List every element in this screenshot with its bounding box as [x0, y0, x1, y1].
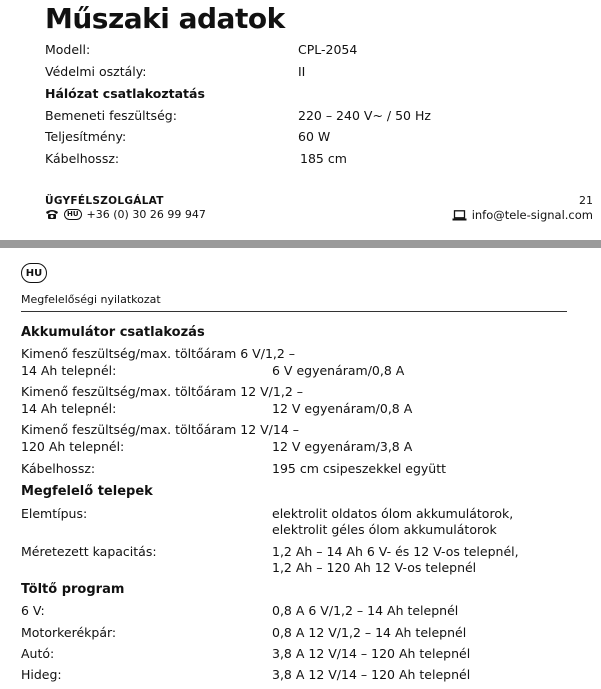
spec-value: 220 – 240 V~ / 50 Hz	[298, 108, 431, 123]
battery-label: Méretezett kapacitás:	[21, 544, 157, 559]
program-value: 3,8 A 12 V/14 – 120 Ah telepnél	[272, 667, 471, 682]
section-accumulator: Akkumulátor csatlakozás	[21, 325, 205, 340]
program-label: 6 V:	[21, 603, 45, 618]
spec-value: 185 cm	[300, 151, 347, 166]
page-number: 21	[579, 194, 593, 207]
program-row	[21, 666, 471, 683]
acc-row	[21, 345, 405, 379]
spec-section-label: Hálózat csatlakoztatás	[45, 86, 205, 101]
service-title: ÜGYFÉLSZOLGÁLAT	[45, 195, 164, 207]
acc-value: 6 V egyenáram/0,8 A	[272, 363, 405, 378]
battery-value-line2: 1,2 Ah – 120 Ah 12 V-os telepnél	[272, 560, 477, 575]
spec-label: Modell:	[45, 42, 91, 57]
acc-value: 12 V egyenáram/3,8 A	[272, 439, 413, 454]
phone-icon	[45, 209, 59, 220]
acc-value: 12 V egyenáram/0,8 A	[272, 401, 413, 416]
country-code-badge: HU	[64, 209, 82, 220]
section-program: Töltő program	[21, 582, 125, 597]
battery-label: Elemtípus:	[21, 506, 88, 521]
acc-label-line2: 120 Ah telepnél:	[21, 439, 125, 454]
acc-label-line1: Kimenő feszültség/max. töltőáram 12 V/1,2 –	[21, 384, 303, 399]
spec-section-network	[45, 86, 205, 101]
spec-label: Kábelhossz:	[45, 151, 120, 166]
program-value: 0,8 A 12 V/1,2 – 14 Ah telepnél	[272, 625, 467, 640]
acc-value: 195 cm csipeszekkel együtt	[272, 461, 447, 476]
spec-value: II	[298, 64, 306, 79]
program-row	[21, 624, 467, 641]
battery-value-line1: elektrolit oldatos ólom akkumulátorok,	[272, 506, 514, 521]
battery-value-line1: 1,2 Ah – 14 Ah 6 V- és 12 V-os telepnél,	[272, 544, 519, 559]
spec-row-power	[45, 129, 331, 144]
spec-value: 60 W	[298, 129, 331, 144]
page-title: Műszaki adatok	[45, 2, 285, 35]
service-phone	[45, 208, 206, 221]
program-label: Autó:	[21, 646, 55, 661]
battery-value-line2: elektrolit géles ólom akkumulátorok	[272, 522, 497, 537]
acc-label-line2: 14 Ah telepnél:	[21, 401, 117, 416]
spec-value: CPL-2054	[298, 42, 358, 57]
spec-label: Védelmi osztály:	[45, 64, 147, 79]
laptop-icon	[452, 210, 467, 221]
program-row	[21, 602, 459, 619]
acc-row	[21, 460, 447, 477]
program-label: Motorkerékpár:	[21, 625, 117, 640]
program-value: 0,8 A 6 V/1,2 – 14 Ah telepnél	[272, 603, 459, 618]
battery-row	[21, 543, 519, 575]
declaration-underline	[21, 311, 567, 312]
battery-row	[21, 505, 514, 537]
spec-row-model	[45, 42, 358, 57]
declaration-heading: Megfelelőségi nyilatkozat	[21, 293, 161, 306]
page-divider	[0, 240, 601, 248]
email-link[interactable]: info@tele-signal.com	[471, 208, 593, 222]
acc-row	[21, 383, 413, 417]
acc-label-line1: Kimenő feszültség/max. töltőáram 6 V/1,2 –	[21, 346, 296, 361]
program-value: 3,8 A 12 V/14 – 120 Ah telepnél	[272, 646, 471, 661]
acc-label-line2: 14 Ah telepnél:	[21, 363, 117, 378]
spec-label: Bemeneti feszültség:	[45, 108, 177, 123]
program-row	[21, 645, 471, 662]
phone-number[interactable]: +36 (0) 30 26 99 947	[86, 208, 206, 221]
service-email	[452, 208, 593, 222]
spec-row-protection	[45, 64, 306, 79]
language-badge: HU	[21, 263, 47, 283]
acc-label-line1: Kábelhossz:	[21, 461, 96, 476]
spec-label: Teljesítmény:	[45, 129, 127, 144]
spec-row-input-voltage	[45, 108, 431, 123]
spec-row-cable-length	[45, 151, 347, 166]
acc-row	[21, 421, 413, 455]
section-batteries: Megfelelő telepek	[21, 484, 153, 499]
acc-label-line1: Kimenő feszültség/max. töltőáram 12 V/14 –	[21, 422, 300, 437]
program-label: Hideg:	[21, 667, 62, 682]
